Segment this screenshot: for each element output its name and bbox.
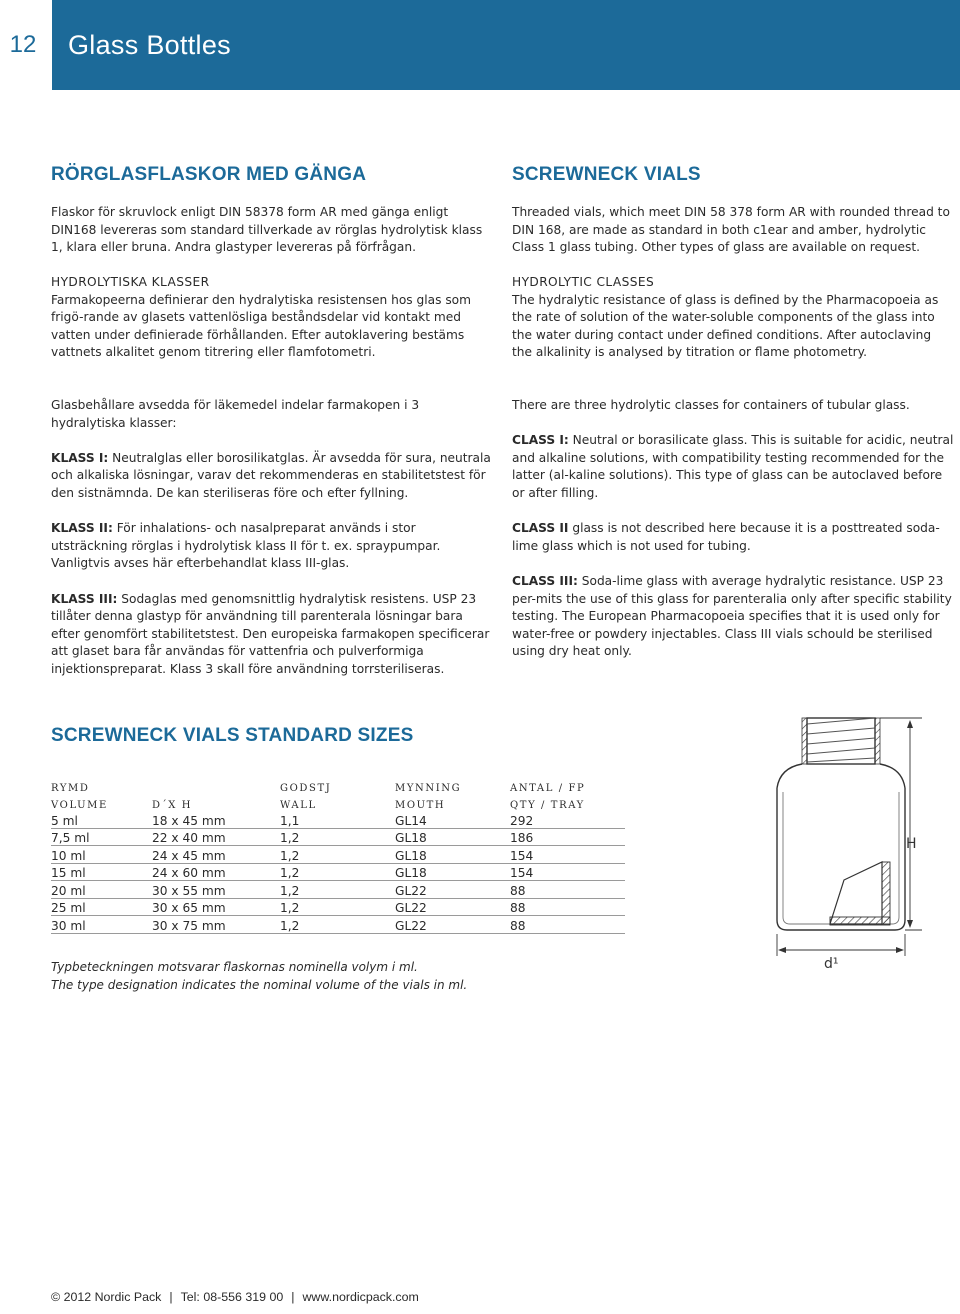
cell-volume: 5 ml [51,811,152,828]
intro-en-text: Threaded vials, which meet DIN 58 378 form AR with rounded thread to DIN 168, are made as standard in both c1ear and amber, hydrolytic Class 1 glass tubing. Other types of glass are available on request. [512,205,950,255]
note-sv: Typbeteckningen motsvarar flaskornas nominella volym i ml. [51,960,418,974]
table-row [51,846,625,864]
header-cell [152,777,280,794]
class3-label-en: CLASS III: [512,573,578,588]
classes-heading-sv: HYDROLYTISKA KLASSER [51,275,210,289]
class2-en [512,520,954,555]
class2-label-sv: KLASS II: [51,521,113,536]
classes-text-en: The hydralytic resistance of glass is defined by the Pharmacopoeia as the rate of solution of the water-soluble components of the glass into the water during contact under defined conditions. After autoclaving the alkalinity is analysed by titration or flame photometry. [512,292,939,360]
cell-qty: 154 [510,863,625,881]
class2-text-en: glass is not described here because it is a posttreated soda-lime glass which is not used for tubing. [512,521,940,553]
diameter-label: d¹ [824,956,839,972]
cell-wall: 1,2 [280,846,395,864]
cell-mouth: GL18 [395,846,510,864]
footer-phone: Tel: 08-556 319 00 [180,1290,284,1304]
cell-volume: 30 ml [51,916,152,934]
cell-volume: 10 ml [51,846,152,864]
cell-dimensions: 18 x 45 mm [152,811,280,828]
class2-sv [51,520,491,573]
vial-drawing [762,712,958,974]
section-title-en: SCREWNECK VIALS [512,164,701,185]
note-en: The type designation indicates the nominal volume of the vials in ml. [51,977,468,992]
cell-qty: 292 [510,811,625,828]
section-title-sv: RÖRGLASFLASKOR MED GÄNGA [51,164,367,185]
cell-dimensions: 22 x 40 mm [152,828,280,846]
footer-separator: | [291,1290,295,1304]
vial-shoulder [777,764,905,788]
cell-wall: 1,2 [280,898,395,916]
table-header-row-2 [51,794,625,811]
footer-copyright: © 2012 Nordic Pack [51,1290,162,1304]
class3-label-sv: KLASS III: [51,591,118,606]
diameter-dimension [777,934,905,972]
sizes-table [51,777,625,934]
classes-text-sv: Farmakopeerna definierar den hydralytiska resistensen hos glas som frigö-rande av glasets vattenlösliga beståndsdelar vid kontakt med vatten under definierade förhållanden. Efter autoklavering bestäms vattnets alkalitet genom titrering eller flamfotometri. [51,292,472,360]
cell-qty: 88 [510,916,625,934]
footer-separator: | [169,1290,173,1304]
classes-list-sv [51,397,491,679]
header-cell: D´X H [152,800,193,811]
cell-mouth: GL22 [395,916,510,934]
footer [51,1290,419,1304]
cell-wall: 1,2 [280,881,395,899]
class1-en [512,432,954,502]
header-cell: WALL [280,800,317,811]
cell-mouth: GL22 [395,881,510,899]
header-cell: QTY / TRAY [510,800,585,811]
classes-intro-en: There are three hydrolytic classes for containers of tubular glass. [512,398,910,412]
cell-qty: 88 [510,881,625,899]
cell-qty: 154 [510,846,625,864]
vial-neck [802,718,880,764]
classes-heading-en: HYDROLYTIC CLASSES [512,275,655,289]
intro-en [512,204,952,257]
cell-volume: 7,5 ml [51,828,152,846]
hydrolytic-classes-en [512,274,952,362]
cell-mouth: GL18 [395,828,510,846]
table-row [51,916,625,934]
table-header-row-1 [51,777,625,794]
classes-intro-sv: Glasbehållare avsedda för läkemedel indelar farmakopen i 3 hydralytiska klasser: [51,398,420,430]
class1-text-en: Neutral or borasilicate glass. This is suitable for acidic, neutral and alkaline solutions, with compatibility testing recommended for the latter (al-kaline solutions). This type of glass can be autoclaved before or after filling. [512,433,954,500]
class3-en [512,573,954,661]
cell-mouth: GL22 [395,898,510,916]
cell-qty: 88 [510,898,625,916]
header-cell: GODSTJ [280,783,332,794]
class2-text-sv: För inhalations- och nasalpreparat används i stor utsträckning rörglas i hydrolytisk klass II för t. ex. spraypumpar. Vanligtvis avses här efterbehandlat klass III-glas. [51,521,441,571]
class1-label-en: CLASS I: [512,433,569,448]
cell-mouth: GL18 [395,863,510,881]
class3-text-sv: Sodaglas med genomsnittlig hydralytisk resistens. USP 23 tillåter denna glastyp för användning till parenterala lösningar bara efter genomfört stabilitetstest. Den europeiska farmakopen specificerar att glaset bara får användas för vattenfria och pulverformiga injektionspreparat. Klass 3 skall före användning torrsteriliseras. [51,591,490,676]
vial-body [777,788,905,930]
class3-sv [51,591,491,679]
cell-dimensions: 24 x 45 mm [152,846,280,864]
class2-label-en: CLASS II [512,521,569,536]
cell-dimensions: 30 x 65 mm [152,898,280,916]
cell-qty: 186 [510,828,625,846]
table-row [51,863,625,881]
sizes-title: SCREWNECK VIALS STANDARD SIZES [51,725,414,746]
class1-label-sv: KLASS I: [51,450,109,465]
footer-website-link[interactable]: www.nordicpack.com [302,1290,419,1304]
cell-wall: 1,2 [280,916,395,934]
cell-dimensions: 30 x 75 mm [152,916,280,934]
class3-text-en: Soda-lime glass with average hydralytic resistance. USP 23 per-mits the use of this glass for parenteralia only after specific stability testing. The European Pharmacopoeia specifies that it is used only for water-free or powdery injectables. Class III vials schould be sterilised using dry heat only. [512,573,952,659]
cell-wall: 1,2 [280,863,395,881]
cell-volume: 25 ml [51,898,152,916]
header-cell: MOUTH [395,800,446,811]
cell-mouth: GL14 [395,811,510,828]
cell-dimensions: 30 x 55 mm [152,881,280,899]
header-cell: ANTAL / FP [510,783,586,794]
type-designation-note [51,959,467,994]
height-label: H [906,836,917,852]
table-row [51,828,625,846]
header-cell: RYMD [51,783,90,794]
classes-list-en [512,397,954,661]
intro-sv-text: Flaskor för skruvlock enligt DIN 58378 form AR med gänga enligt DIN168 levereras som standard tillverkade av rörglas hydrolytisk klass 1, klara eller bruna. Andra glastyper levereras på förfrågan. [51,205,483,255]
table-row [51,898,625,916]
cell-volume: 20 ml [51,881,152,899]
cell-wall: 1,1 [280,811,395,828]
header-cell: MYNNING [395,783,462,794]
header-cell: VOLUME [51,800,108,811]
table-row [51,811,625,828]
class1-sv [51,450,491,503]
cell-dimensions: 24 x 60 mm [152,863,280,881]
page-title: Glass Bottles [68,30,231,60]
page-number: 12 [0,0,46,90]
intro-sv [51,204,491,257]
class1-text-sv: Neutralglas eller borosilikatglas. Är avsedda för sura, neutrala och alkaliska lösningar, varav det rekommenderas en stabilitetstest för den sistnämnda. De kan steriliseras före och efter fyllning. [51,450,491,500]
cell-wall: 1,2 [280,828,395,846]
table-row [51,881,625,899]
hydrolytic-classes-sv [51,274,491,362]
cell-volume: 15 ml [51,863,152,881]
